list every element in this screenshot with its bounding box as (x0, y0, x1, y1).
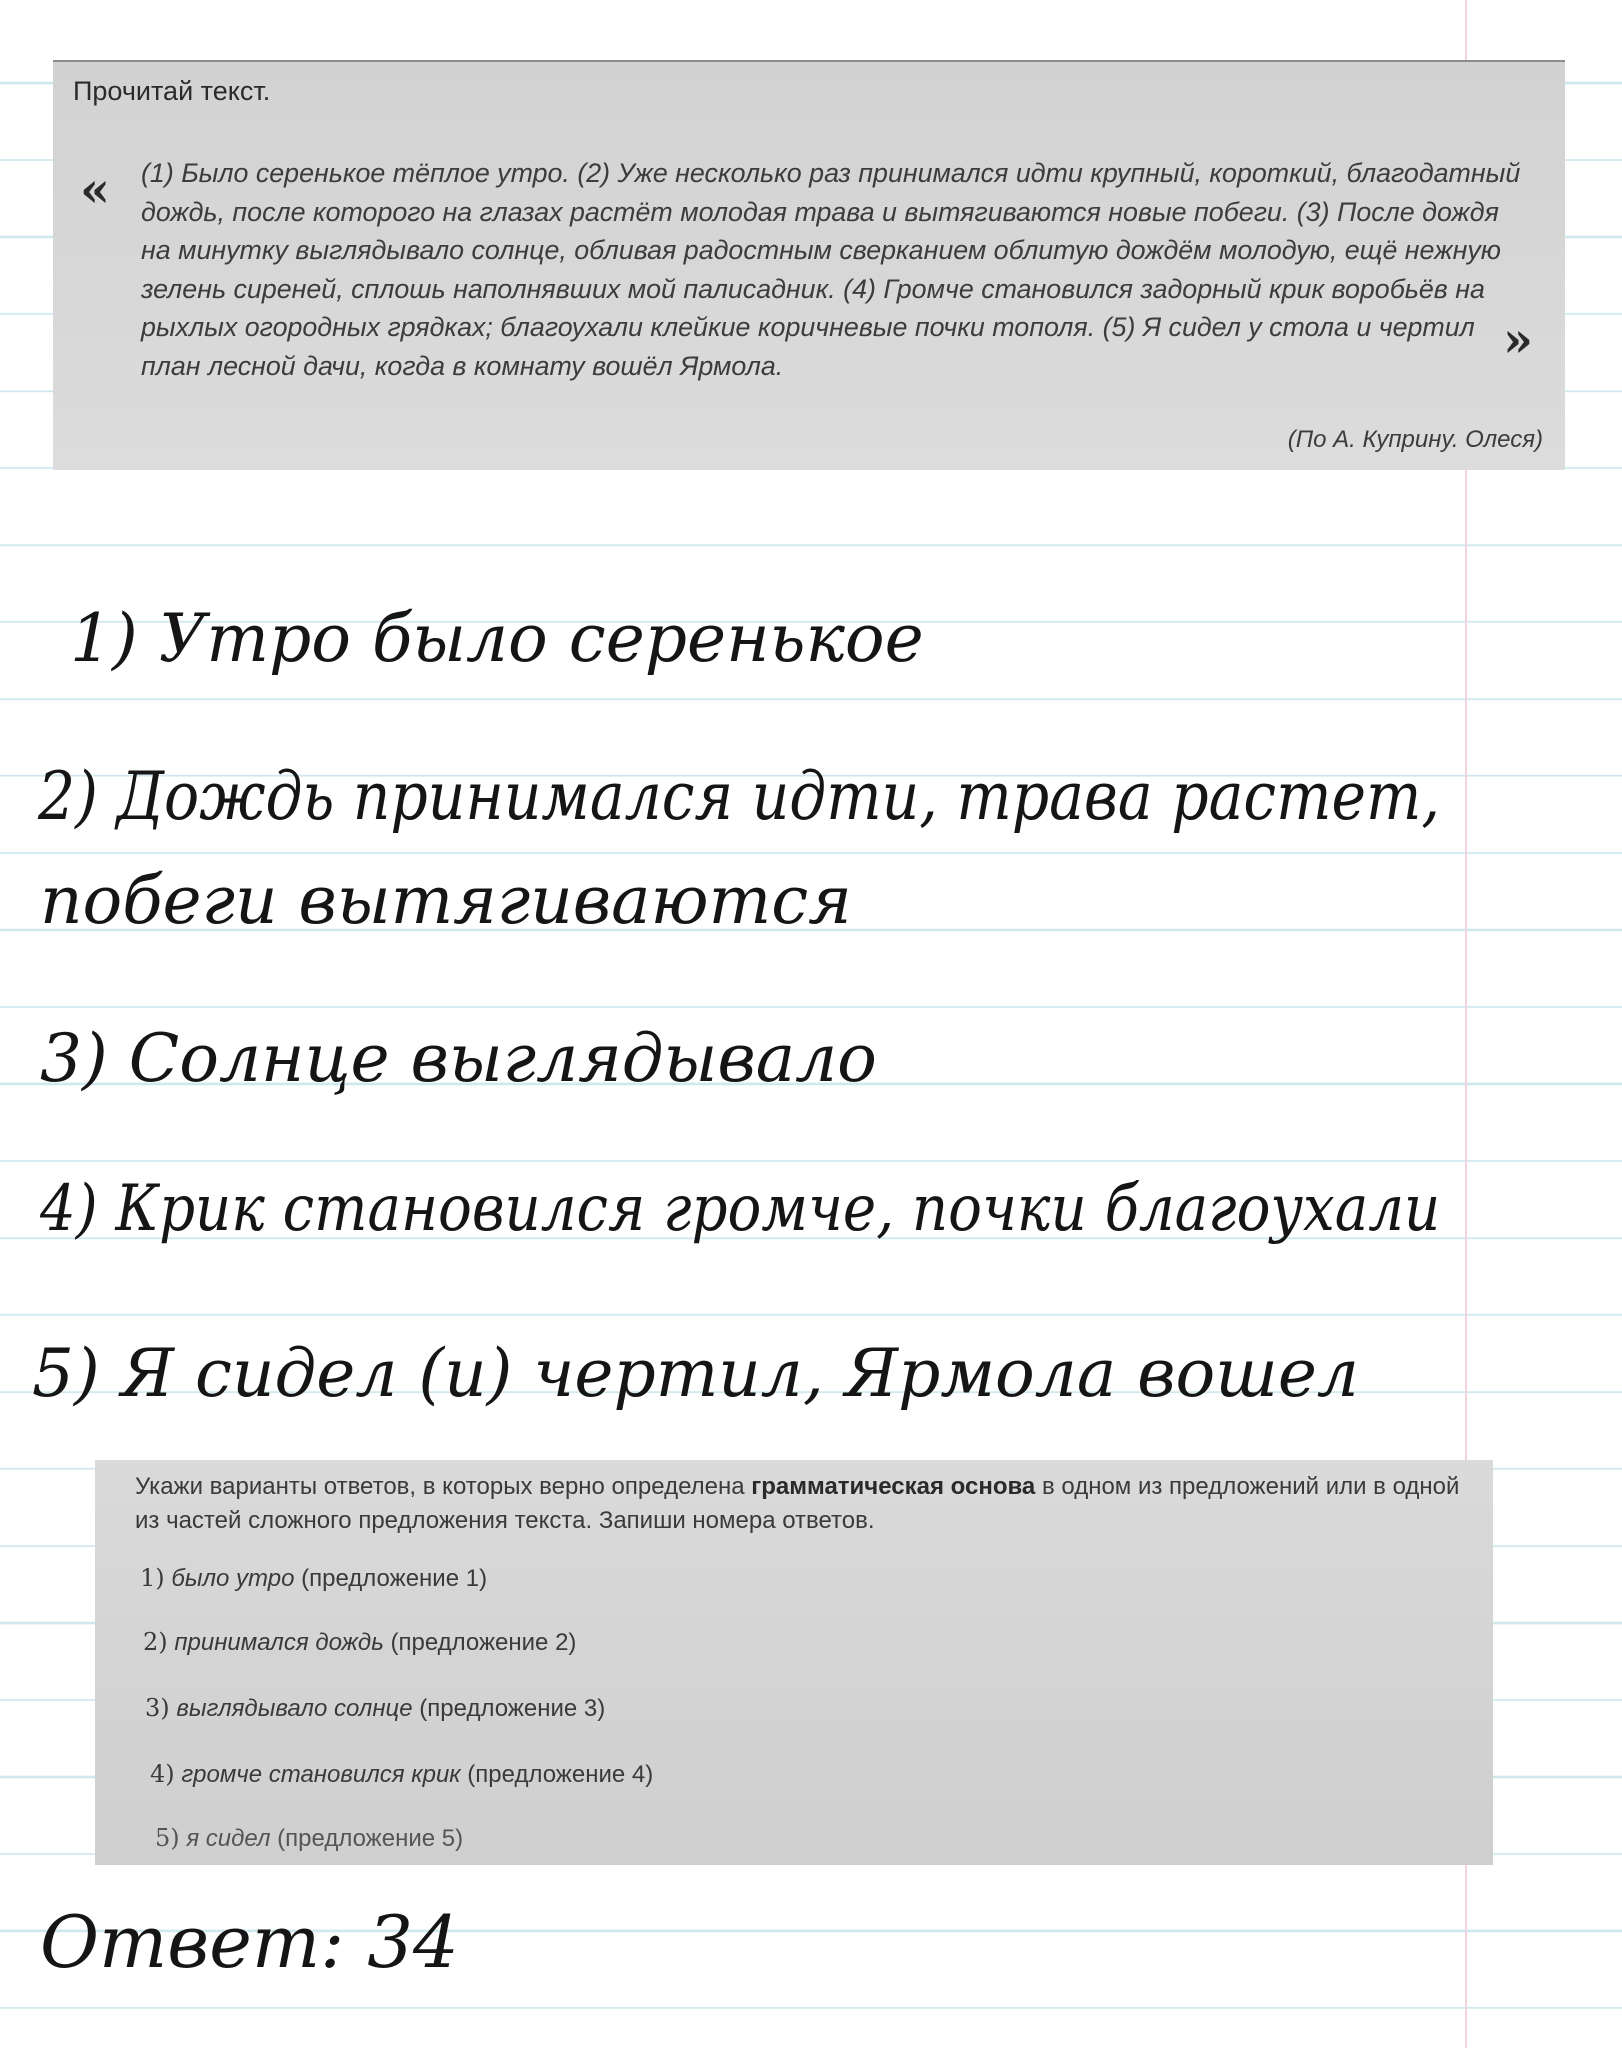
handwritten-line-2: 2) Дождь принимался идти, трава растет, (38, 758, 1440, 835)
option-phrase: выглядывало солнце (176, 1695, 413, 1722)
task-text (135, 1470, 1475, 1538)
passage-line: на минутку выглядывало солнце, обливая радостным сверканием облитую дождём молодую, ещё нежную (141, 235, 1501, 265)
handwritten-line-5: 5) Я сидел (и) чертил, Ярмола вошел (32, 1335, 1359, 1412)
handwritten-line-1: 1) Утро было серенькое (70, 600, 924, 677)
option-reference: (предложение 4) (467, 1761, 654, 1788)
reading-text-card (53, 60, 1565, 470)
option-number: 3) (145, 1694, 170, 1722)
passage-line: зелень сиреней, сплошь наполнявших мой палисадник. (4) Громче становился задорный крик воробьёв на (141, 273, 1485, 304)
task-highlight: грамматическая основа (751, 1473, 1036, 1500)
passage-text (141, 154, 1561, 385)
open-quote-icon: « (80, 162, 110, 218)
handwritten-line-3: 3) Солнце выглядывало (40, 1020, 877, 1097)
option-phrase: было утро (171, 1565, 295, 1592)
close-quote-icon: » (1503, 312, 1533, 368)
option-number: 2) (143, 1628, 168, 1656)
option-phrase: громче становился крик (181, 1761, 461, 1788)
passage-line: план лесной дачи, когда в комнату вошёл Ярмола. (141, 350, 784, 381)
passage-line: (1) Было серенькое тёплое утро. (2) Уже несколько раз принимался идти крупный, короткий, благодатный (141, 158, 1521, 188)
instruction-text: Прочитай текст. (73, 76, 271, 106)
option-number: 4) (150, 1760, 175, 1788)
option-number: 1) (140, 1564, 165, 1592)
answer-option-5 (155, 1824, 463, 1853)
passage-line: рыхлых огородных грядках; благоухали клейкие коричневые почки тополя. (5) Я сидел у стола и чертил (141, 312, 1475, 342)
task-text-start: Укажи варианты ответов, в которых верно определена (135, 1473, 752, 1500)
task-card (95, 1460, 1493, 1865)
option-phrase: принимался дождь (174, 1629, 384, 1656)
option-reference: (предложение 2) (390, 1629, 577, 1656)
handwritten-answer: Ответ: 34 (40, 1900, 459, 1984)
option-number: 5) (155, 1824, 180, 1852)
answer-option-4 (150, 1760, 653, 1789)
option-phrase: я сидел (186, 1825, 271, 1852)
answer-option-3 (145, 1694, 605, 1723)
passage-line: дождь, после которого на глазах растёт молодая трава и вытягиваются новые побеги. (3) После дождя (141, 196, 1499, 227)
option-reference: (предложение 1) (301, 1565, 488, 1592)
handwritten-line-4: 4) Крик становился громче, почки благоухали (40, 1172, 1441, 1246)
handwritten-line-2-continued: побеги вытягиваются (40, 862, 852, 939)
task-text-end: в одном из предложений или в одной из частей сложного предложения текста. Запиши номера ответов. (135, 1473, 1460, 1534)
option-reference: (предложение 3) (419, 1695, 606, 1722)
attribution-text: (По А. Куприну. Олеся) (1287, 426, 1543, 453)
option-reference: (предложение 5) (277, 1825, 464, 1852)
answer-option-1 (140, 1564, 487, 1593)
answer-option-2 (143, 1628, 576, 1657)
